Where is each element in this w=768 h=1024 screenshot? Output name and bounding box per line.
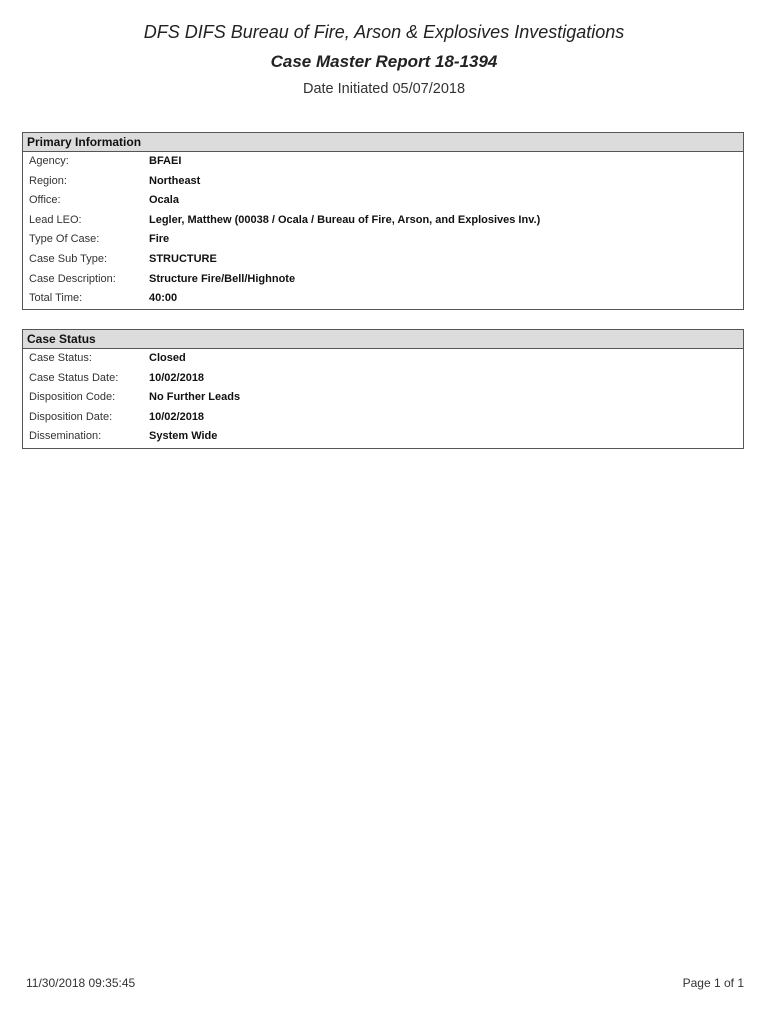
info-row: [23, 369, 743, 389]
page-number: Page 1 of 1: [682, 976, 744, 990]
row-label: Total Time:: [29, 292, 83, 305]
row-value: System Wide: [149, 430, 218, 443]
info-row: [23, 427, 743, 447]
row-value: Northeast: [149, 174, 201, 187]
row-label: Case Description:: [29, 272, 116, 285]
row-label: Case Status:: [29, 352, 92, 364]
date-initiated-label: Date Initiated: [302, 81, 389, 97]
section-title: Case Status: [23, 330, 743, 349]
row-value: Legler, Matthew (00038 / Ocala / Bureau of Fire, Arson, and Explosives Inv.): [149, 213, 541, 226]
row-value: BFAEI: [149, 155, 182, 167]
row-label: Case Sub Type:: [29, 252, 108, 265]
row-label: Case Status Date:: [29, 371, 119, 384]
row-value: Ocala: [149, 194, 179, 207]
row-value: Structure Fire/Bell/Highnote: [149, 272, 296, 285]
info-row: [23, 289, 743, 309]
row-label: Region:: [29, 174, 67, 187]
row-label: Lead LEO:: [29, 213, 82, 226]
info-row: [23, 172, 743, 192]
date-initiated: [0, 81, 768, 97]
info-row: [23, 250, 743, 270]
print-timestamp: 11/30/2018 09:35:45: [26, 976, 136, 990]
row-value: Closed: [149, 352, 186, 364]
row-label: Office:: [29, 194, 61, 207]
info-row: [23, 191, 743, 211]
info-row: [23, 408, 743, 428]
row-label: Disposition Code:: [29, 391, 116, 404]
row-label: Disposition Date:: [29, 410, 113, 423]
report-title: Case Master Report 18-1394: [270, 52, 498, 71]
primary-information-section: [22, 132, 744, 310]
section-title: Primary Information: [23, 133, 743, 152]
info-row: [23, 270, 743, 290]
info-row: [23, 152, 743, 172]
row-label: Dissemination:: [29, 430, 102, 443]
info-row: [23, 211, 743, 231]
info-row: [23, 349, 743, 369]
row-value: 10/02/2018: [149, 371, 205, 384]
info-row: [23, 388, 743, 408]
organization-name: DFS DIFS Bureau of Fire, Arson & Explosives Investigations: [143, 22, 625, 42]
row-label: Agency:: [29, 155, 69, 167]
date-initiated-value: 05/07/2018: [392, 81, 466, 97]
row-value: No Further Leads: [149, 391, 241, 404]
case-status-section: [22, 329, 744, 449]
row-value: 10/02/2018: [149, 410, 205, 423]
row-value: 40:00: [149, 292, 178, 305]
row-label: Type Of Case:: [29, 233, 100, 246]
row-value: STRUCTURE: [149, 252, 217, 265]
row-value: Fire: [149, 233, 170, 246]
info-row: [23, 230, 743, 250]
